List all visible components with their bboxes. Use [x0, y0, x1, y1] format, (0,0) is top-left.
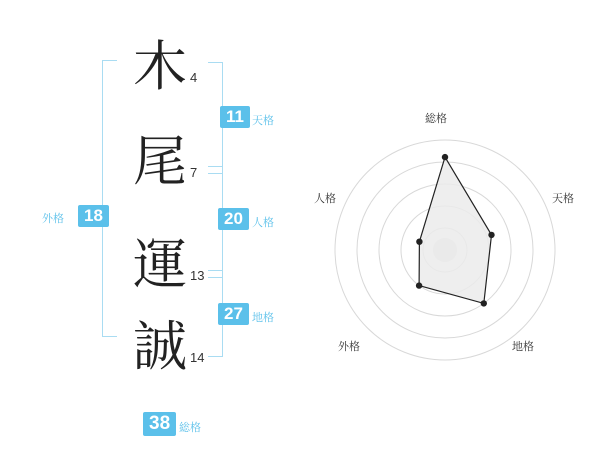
badge-outer-label: 外格	[42, 213, 64, 225]
axis-label-tenkaku: 天格	[552, 193, 574, 205]
axis-label-chikaku: 地格	[512, 341, 534, 353]
badge-chikaku-value: 27	[218, 303, 249, 325]
outer-bracket	[102, 60, 117, 337]
badge-jinkaku-value: 20	[218, 208, 249, 230]
kanji-char-1: 木	[133, 35, 187, 98]
badge-outer-value: 18	[78, 205, 109, 227]
stroke-count-1: 4	[190, 70, 198, 85]
kanji-char-2: 尾	[133, 130, 187, 193]
radar-chart-svg	[300, 110, 590, 400]
badge-soukaku-label: 総格	[179, 422, 201, 434]
radar-chart	[300, 110, 590, 400]
kanji-char-4: 誠	[133, 315, 187, 378]
stroke-count-4: 14	[190, 350, 205, 365]
badge-chikaku-label: 地格	[252, 312, 274, 324]
radar-data-point	[442, 154, 448, 160]
axis-label-jinkaku: 人格	[314, 193, 336, 205]
badge-tenkaku-label: 天格	[252, 115, 274, 127]
kanji-char-3: 運	[133, 233, 187, 296]
name-breakdown-panel	[30, 20, 320, 460]
radar-data-point	[416, 239, 422, 245]
badge-tenkaku-value: 11	[220, 106, 250, 128]
radar-data-point	[488, 232, 494, 238]
radar-data-point	[416, 282, 422, 288]
stroke-count-3: 13	[190, 268, 205, 283]
radar-data-point	[481, 300, 487, 306]
stroke-count-2: 7	[190, 165, 198, 180]
axis-label-gaikaku: 外格	[338, 341, 360, 353]
badge-soukaku-value: 38	[143, 412, 176, 436]
badge-jinkaku-label: 人格	[252, 217, 274, 229]
axis-label-soukaku: 総格	[425, 113, 447, 125]
radar-series-polygon	[419, 157, 491, 303]
